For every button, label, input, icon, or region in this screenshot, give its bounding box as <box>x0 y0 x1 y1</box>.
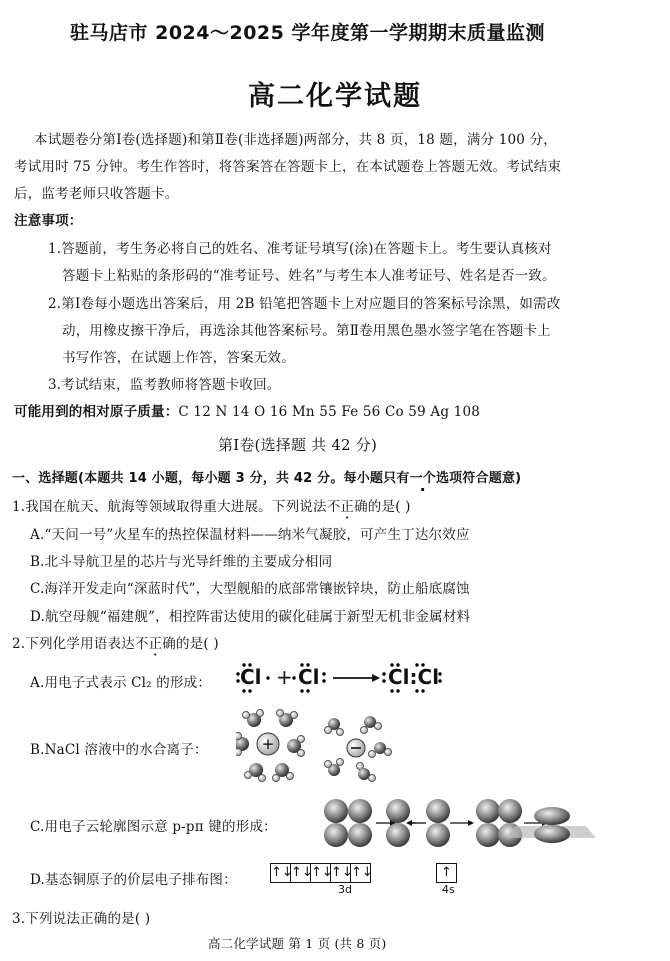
notes-heading: 注意事项： <box>14 213 83 229</box>
q1-stem-post: 的是( ) <box>367 499 411 515</box>
page-title: 高二化学试题 <box>248 81 422 112</box>
instruction-post: 选项符合题意) <box>435 471 522 486</box>
q1-option-d: D.航空母舰“福建舰”，相控阵雷达使用的碳化硅属于新型无机非金属材料 <box>30 609 471 625</box>
plus-sign: + <box>276 665 293 689</box>
q1-stem <box>12 495 411 515</box>
atomic-masses <box>14 400 480 420</box>
orbital-3d-4: ↑↓ <box>331 865 353 880</box>
intro-line-1: 本试题卷分第Ⅰ卷(选择题)和第Ⅱ卷(非选择题)两部分，共 8 页，18 题，满分 100 分， <box>34 132 557 148</box>
cl2-formation <box>236 660 446 696</box>
instruction-emphasis: 一个 <box>409 471 436 486</box>
cl-atom-1: Cl <box>240 665 262 689</box>
q1-option-c: C.海洋开发走向“深蓝时代”，大型舰船的底部常镶嵌锌块，防止船底腐蚀 <box>30 581 470 597</box>
q1-option-b: B.北斗导航卫星的芯片与光导纤维的主要成分相同 <box>30 554 333 570</box>
note-2b: 动，用橡皮擦干净后，再选涂其他答案标号。第Ⅱ卷用黑色墨水签字笔在答题卡上 <box>62 323 551 339</box>
svg-text:+: + <box>261 735 275 753</box>
intro-line-3: 后，监考老师只收答题卡。 <box>14 186 179 202</box>
p-orbitals-approaching <box>426 799 474 847</box>
section-instruction <box>12 467 521 486</box>
sodium-ion-hydrated <box>236 710 305 782</box>
note-1a: 1.答题前，考生务必将自己的姓名、准考证号填写(涂)在答题卡上。考生要认真核对 <box>48 241 552 257</box>
cl-atom-2: Cl <box>298 665 320 689</box>
orbital-boxes-4s <box>436 863 457 883</box>
note-1b: 答题卡上粘贴的条形码的“准考证号、姓名”与考生本人准考证号、姓名是否一致。 <box>62 268 556 284</box>
q2-stem-post: 的是( ) <box>176 636 219 652</box>
orbital-4s-1: ↑ <box>441 865 452 880</box>
page-footer: 高二化学试题 第 1 页 (共 8 页) <box>208 936 387 951</box>
chloride-ion-hydrated <box>325 716 392 782</box>
q1-option-a: A.“天问一号”火星车的热控保温材料——纳米气凝胶，可产生丁达尔效应 <box>30 527 470 543</box>
note-3: 3.考试结束，监考教师将答题卡收回。 <box>48 377 281 393</box>
orbital-3d-2: ↑↓ <box>291 865 313 880</box>
atomic-masses-label: 可能用到的相对原子质量： <box>14 404 179 420</box>
orbital-label-4s: 4s <box>442 883 455 896</box>
exam-name: 驻马店市 2024～2025 学年度第一学期期末质量监测 <box>70 22 545 44</box>
q2-stem-pre: 2.下列化学用语表达 <box>12 636 135 652</box>
p-p-pi-bond-diagram <box>320 798 600 848</box>
section-title: 第Ⅰ卷(选择题 共 42 分) <box>218 436 378 454</box>
q2-option-a-label: A.用电子式表示 Cl₂ 的形成： <box>30 675 212 691</box>
cl2-product: Cl:Cl <box>388 665 440 689</box>
orbital-diagram-3d <box>270 861 373 896</box>
q2-option-c-label: C.用电子云轮廓图示意 p-pπ 键的形成： <box>30 819 277 835</box>
orbital-3d-5: ↑↓ <box>351 865 373 880</box>
atomic-masses-values: C 12 N 14 O 16 Mn 55 Fe 56 Co 59 Ag 108 <box>178 404 481 420</box>
intro-line-2: 考试用时 75 分钟。考生作答时，将答案答在答题卡上，在本试题卷上答题无效。考试结束 <box>14 159 562 175</box>
orbital-diagram-4s <box>436 861 457 896</box>
hydrated-ions-diagram <box>236 708 396 784</box>
orbital-3d-1: ↑↓ <box>271 865 293 880</box>
note-2c: 书写作答，在试题上作答，答案无效。 <box>62 350 295 366</box>
q2-option-d-label: D.基态铜原子的价层电子排布图： <box>30 872 237 888</box>
orbital-3d-3: ↑↓ <box>311 865 333 880</box>
p-orbital-pair-1 <box>324 799 372 847</box>
p-orbitals-overlapping <box>476 799 548 847</box>
q2-stem-emphasis: 不正确 <box>134 636 176 652</box>
orbital-boxes-3d <box>270 863 371 883</box>
note-2a: 2.第Ⅰ卷每小题选出答案后，用 2B 铅笔把答题卡上对应题目的答案标号涂黑，如需改 <box>48 296 561 312</box>
q1-stem-pre: 1.我国在航天、航海等领域取得重大进展。下列说法 <box>12 499 327 515</box>
q3-stem: 3.下列说法正确的是( ) <box>12 911 151 927</box>
orbital-label-3d: 3d <box>338 883 352 896</box>
q2-option-b-label: B.NaCl 溶液中的水合离子： <box>30 742 208 758</box>
q2-stem <box>12 632 219 652</box>
q1-stem-emphasis: 不正确 <box>326 499 368 515</box>
instruction-pre: 一、选择题(本题共 14 小题，每小题 3 分，共 42 分。每小题只有 <box>12 471 410 486</box>
